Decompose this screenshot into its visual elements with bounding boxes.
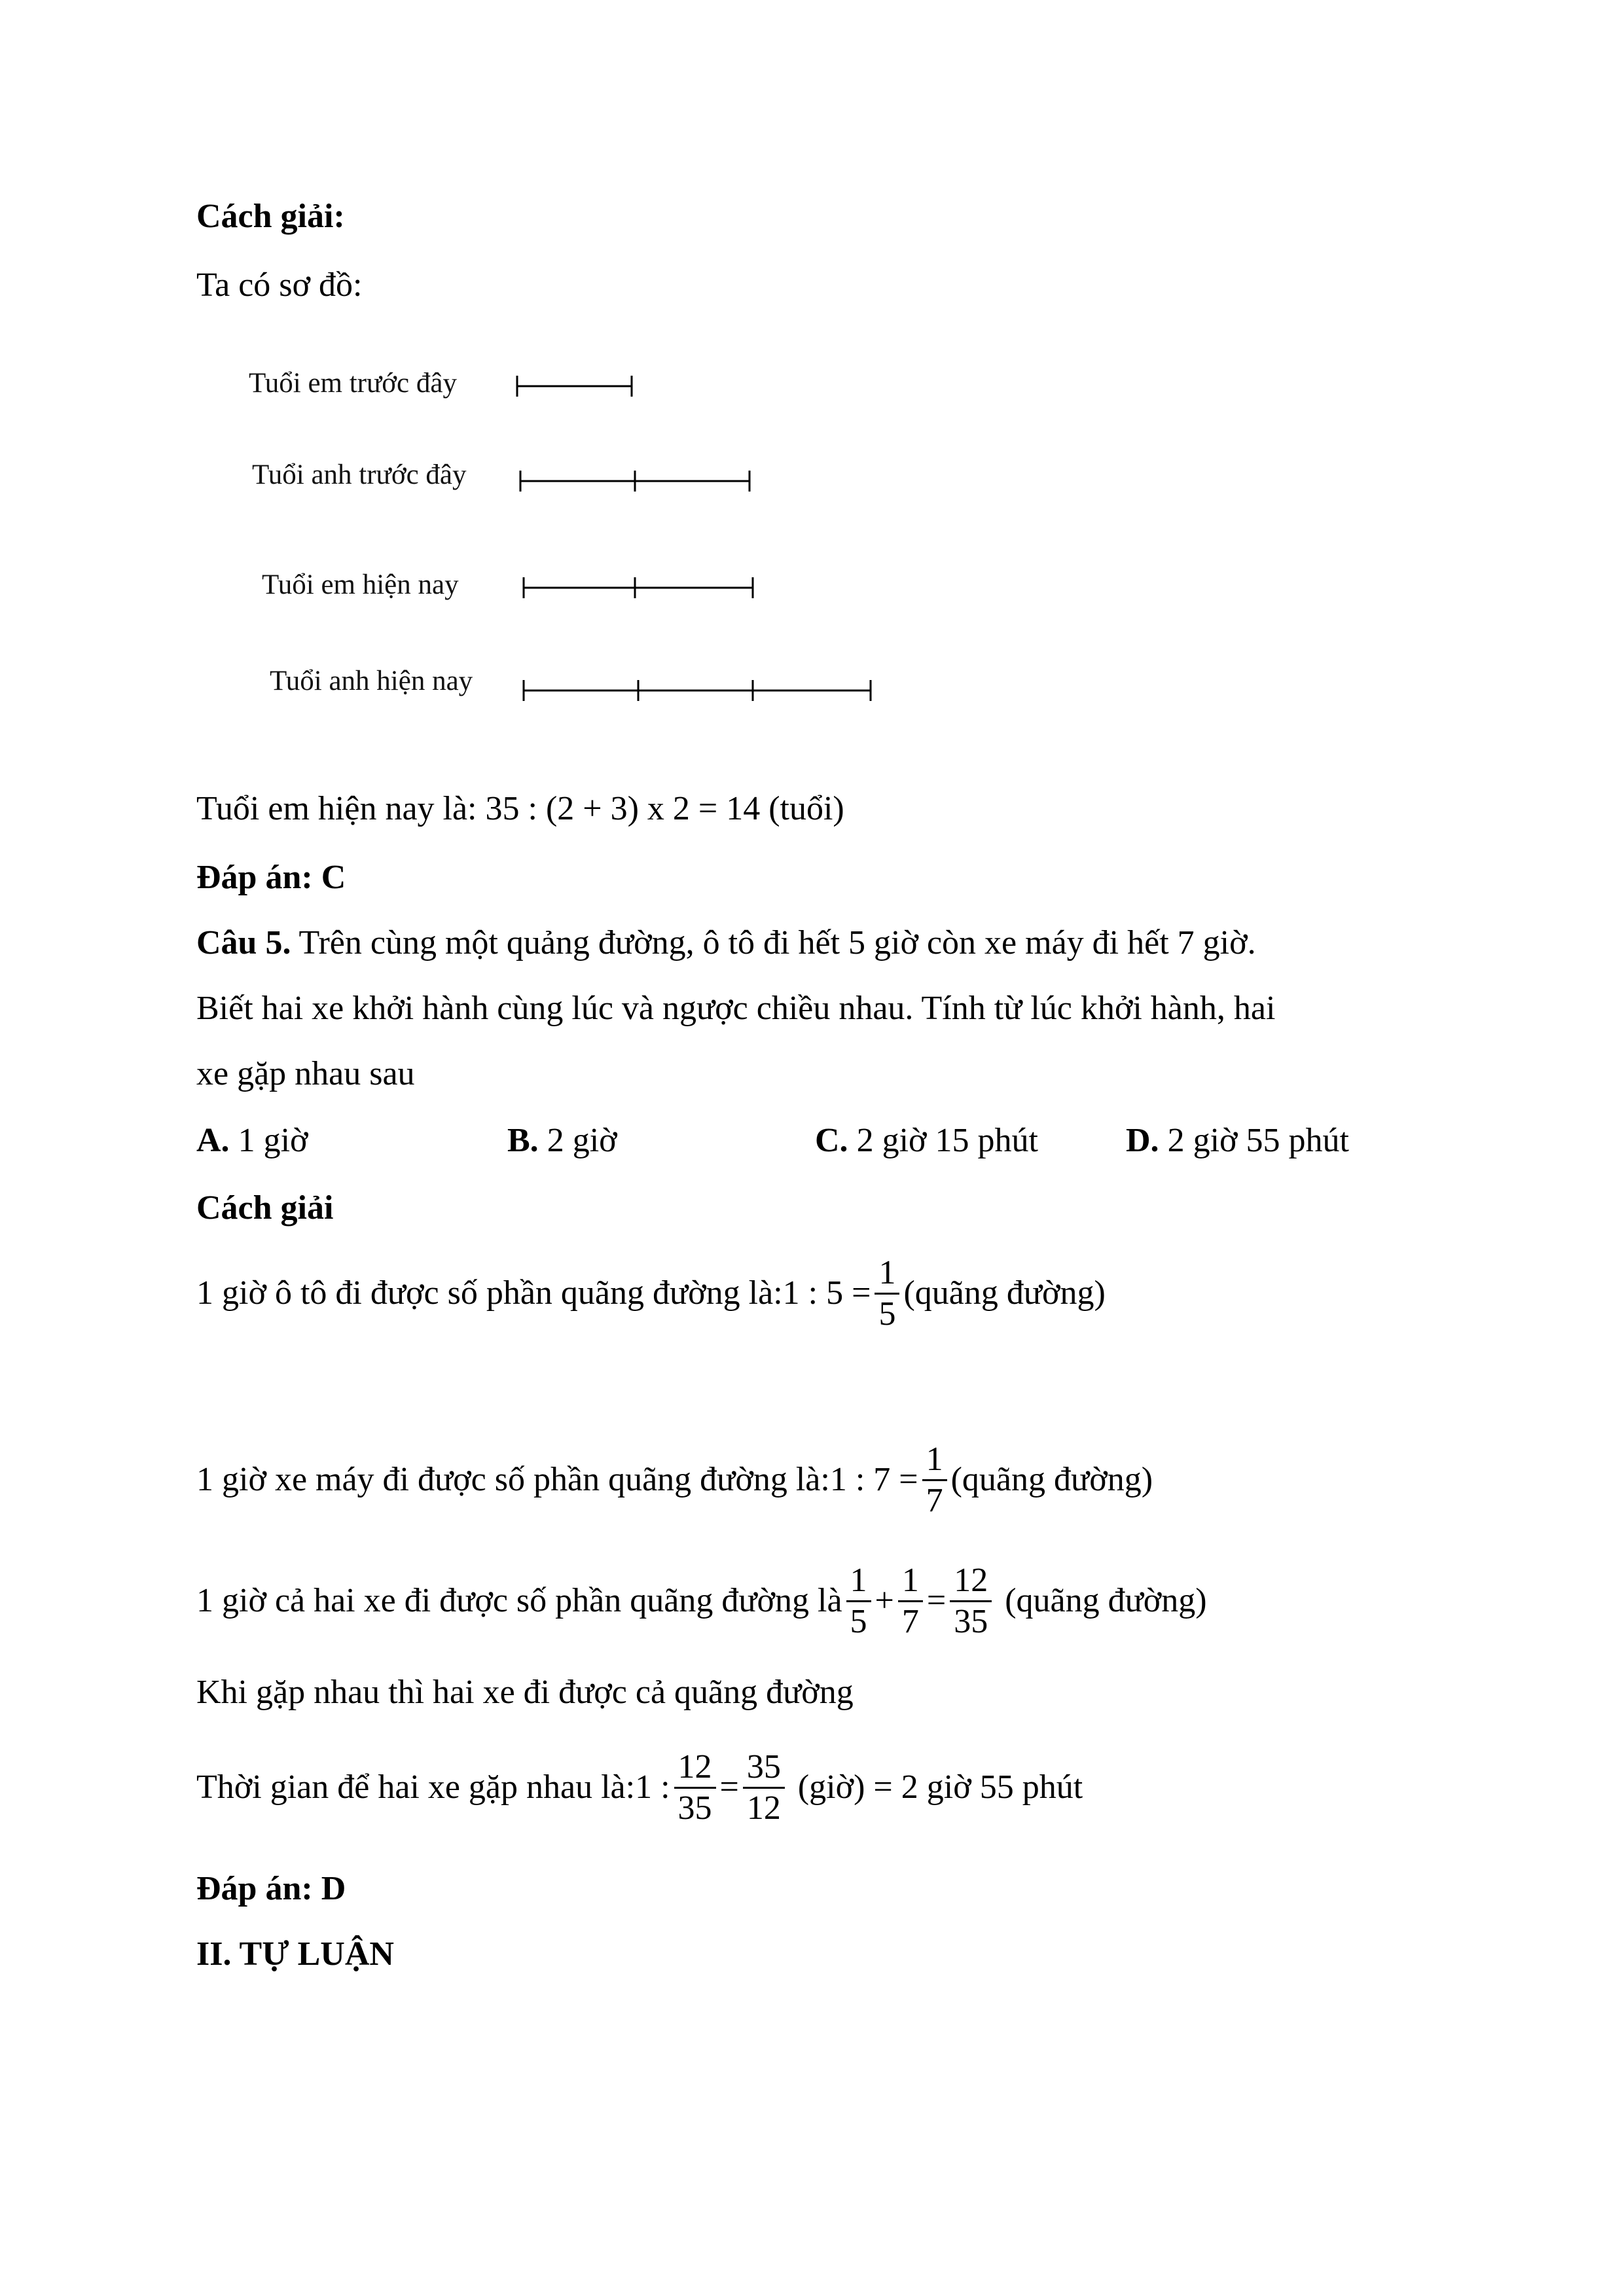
numerator: 1	[901, 1562, 919, 1599]
step-1-expr: 1 : 5 =	[782, 1274, 871, 1312]
step-2-unit: (quãng đường)	[950, 1461, 1153, 1499]
q4-result: Tuổi em hiện nay là: 35 : (2 + 3) x 2 = 14 (tuổi)	[196, 790, 844, 827]
diagram-label-older-now: Tuổi anh hiện nay	[270, 666, 473, 696]
segment-older-past	[517, 461, 779, 501]
numerator: 12	[954, 1562, 988, 1599]
step-2-text: 1 giờ xe máy đi được số phần quãng đường là:	[196, 1461, 830, 1499]
denominator: 7	[922, 1479, 947, 1520]
option-letter: C.	[815, 1122, 848, 1159]
denominator: 7	[898, 1600, 923, 1641]
segment-younger-now	[520, 568, 782, 607]
step-3-unit: (quãng đường)	[1005, 1582, 1207, 1620]
fraction	[674, 1748, 716, 1828]
fraction	[743, 1748, 785, 1828]
q5-answer: Đáp án: D	[196, 1870, 346, 1907]
numerator: 35	[746, 1748, 781, 1785]
step-2-expr: 1 : 7 =	[829, 1461, 918, 1499]
denominator: 12	[743, 1787, 785, 1828]
plus-sign: +	[875, 1582, 894, 1620]
numerator: 1	[850, 1562, 867, 1599]
fraction	[846, 1561, 871, 1641]
q5-line-2: Biết hai xe khởi hành cùng lúc và ngược chiều nhau. Tính từ lúc khởi hành, hai	[196, 990, 1276, 1027]
step-4: Khi gặp nhau thì hai xe đi được cả quãng đường	[196, 1674, 854, 1711]
option-a	[196, 1121, 308, 1161]
denominator: 5	[875, 1293, 899, 1334]
option-text: 2 giờ	[538, 1122, 617, 1159]
option-letter: B.	[507, 1122, 539, 1159]
solution-heading-2: Cách giải	[196, 1189, 334, 1227]
diagram-label-younger-now: Tuổi em hiện nay	[262, 569, 459, 600]
q5-line-3: xe gặp nhau sau	[196, 1055, 415, 1092]
step-3-text: 1 giờ cả hai xe đi được số phần quãng đường là	[196, 1582, 842, 1620]
step-5-text: Thời gian để hai xe gặp nhau là:	[196, 1768, 636, 1806]
fraction	[875, 1253, 899, 1334]
numerator: 12	[677, 1748, 712, 1785]
step-5-expr: 1 :	[635, 1768, 670, 1806]
option-letter: A.	[196, 1122, 230, 1159]
equals-sign: =	[719, 1768, 739, 1806]
option-b	[507, 1121, 617, 1161]
step-1-unit: (quãng đường)	[903, 1274, 1106, 1312]
equals-sign: =	[926, 1582, 947, 1620]
numerator: 1	[878, 1254, 896, 1291]
option-letter: D.	[1126, 1122, 1159, 1159]
fraction	[898, 1561, 923, 1641]
denominator: 5	[846, 1600, 871, 1641]
step-1	[196, 1253, 1106, 1334]
diagram-label-older-past: Tuổi anh trước đây	[252, 459, 467, 490]
option-text: 2 giờ 55 phút	[1159, 1122, 1349, 1159]
denominator: 35	[950, 1600, 992, 1641]
option-d	[1126, 1121, 1349, 1161]
section-heading: II. TỰ LUẬN	[196, 1935, 394, 1973]
q4-answer: Đáp án: C	[196, 859, 346, 896]
diagram-intro: Ta có sơ đồ:	[196, 266, 363, 304]
option-text: 2 giờ 15 phút	[848, 1122, 1038, 1159]
step-5-unit: (giờ) = 2 giờ 55 phút	[797, 1768, 1083, 1806]
step-3	[196, 1561, 1207, 1641]
q5-number: Câu 5.	[196, 924, 291, 961]
numerator: 1	[926, 1441, 943, 1478]
q5-text-1: Trên cùng một quảng đường, ô tô đi hết 5 giờ còn xe máy đi hết 7 giờ.	[291, 924, 1256, 961]
option-text: 1 giờ	[229, 1122, 308, 1159]
segment-younger-past	[514, 367, 658, 406]
denominator: 35	[674, 1787, 716, 1828]
segment-older-now	[520, 671, 887, 710]
step-2	[196, 1440, 1153, 1520]
solution-heading: Cách giải:	[196, 198, 345, 235]
step-1-text: 1 giờ ô tô đi được số phần quãng đường là:	[196, 1274, 783, 1312]
step-5	[196, 1748, 1083, 1828]
q5-line-1	[196, 923, 1256, 963]
fraction	[922, 1440, 947, 1520]
option-c	[815, 1121, 1038, 1161]
diagram-label-younger-past: Tuổi em trước đây	[249, 368, 457, 399]
fraction	[950, 1561, 992, 1641]
